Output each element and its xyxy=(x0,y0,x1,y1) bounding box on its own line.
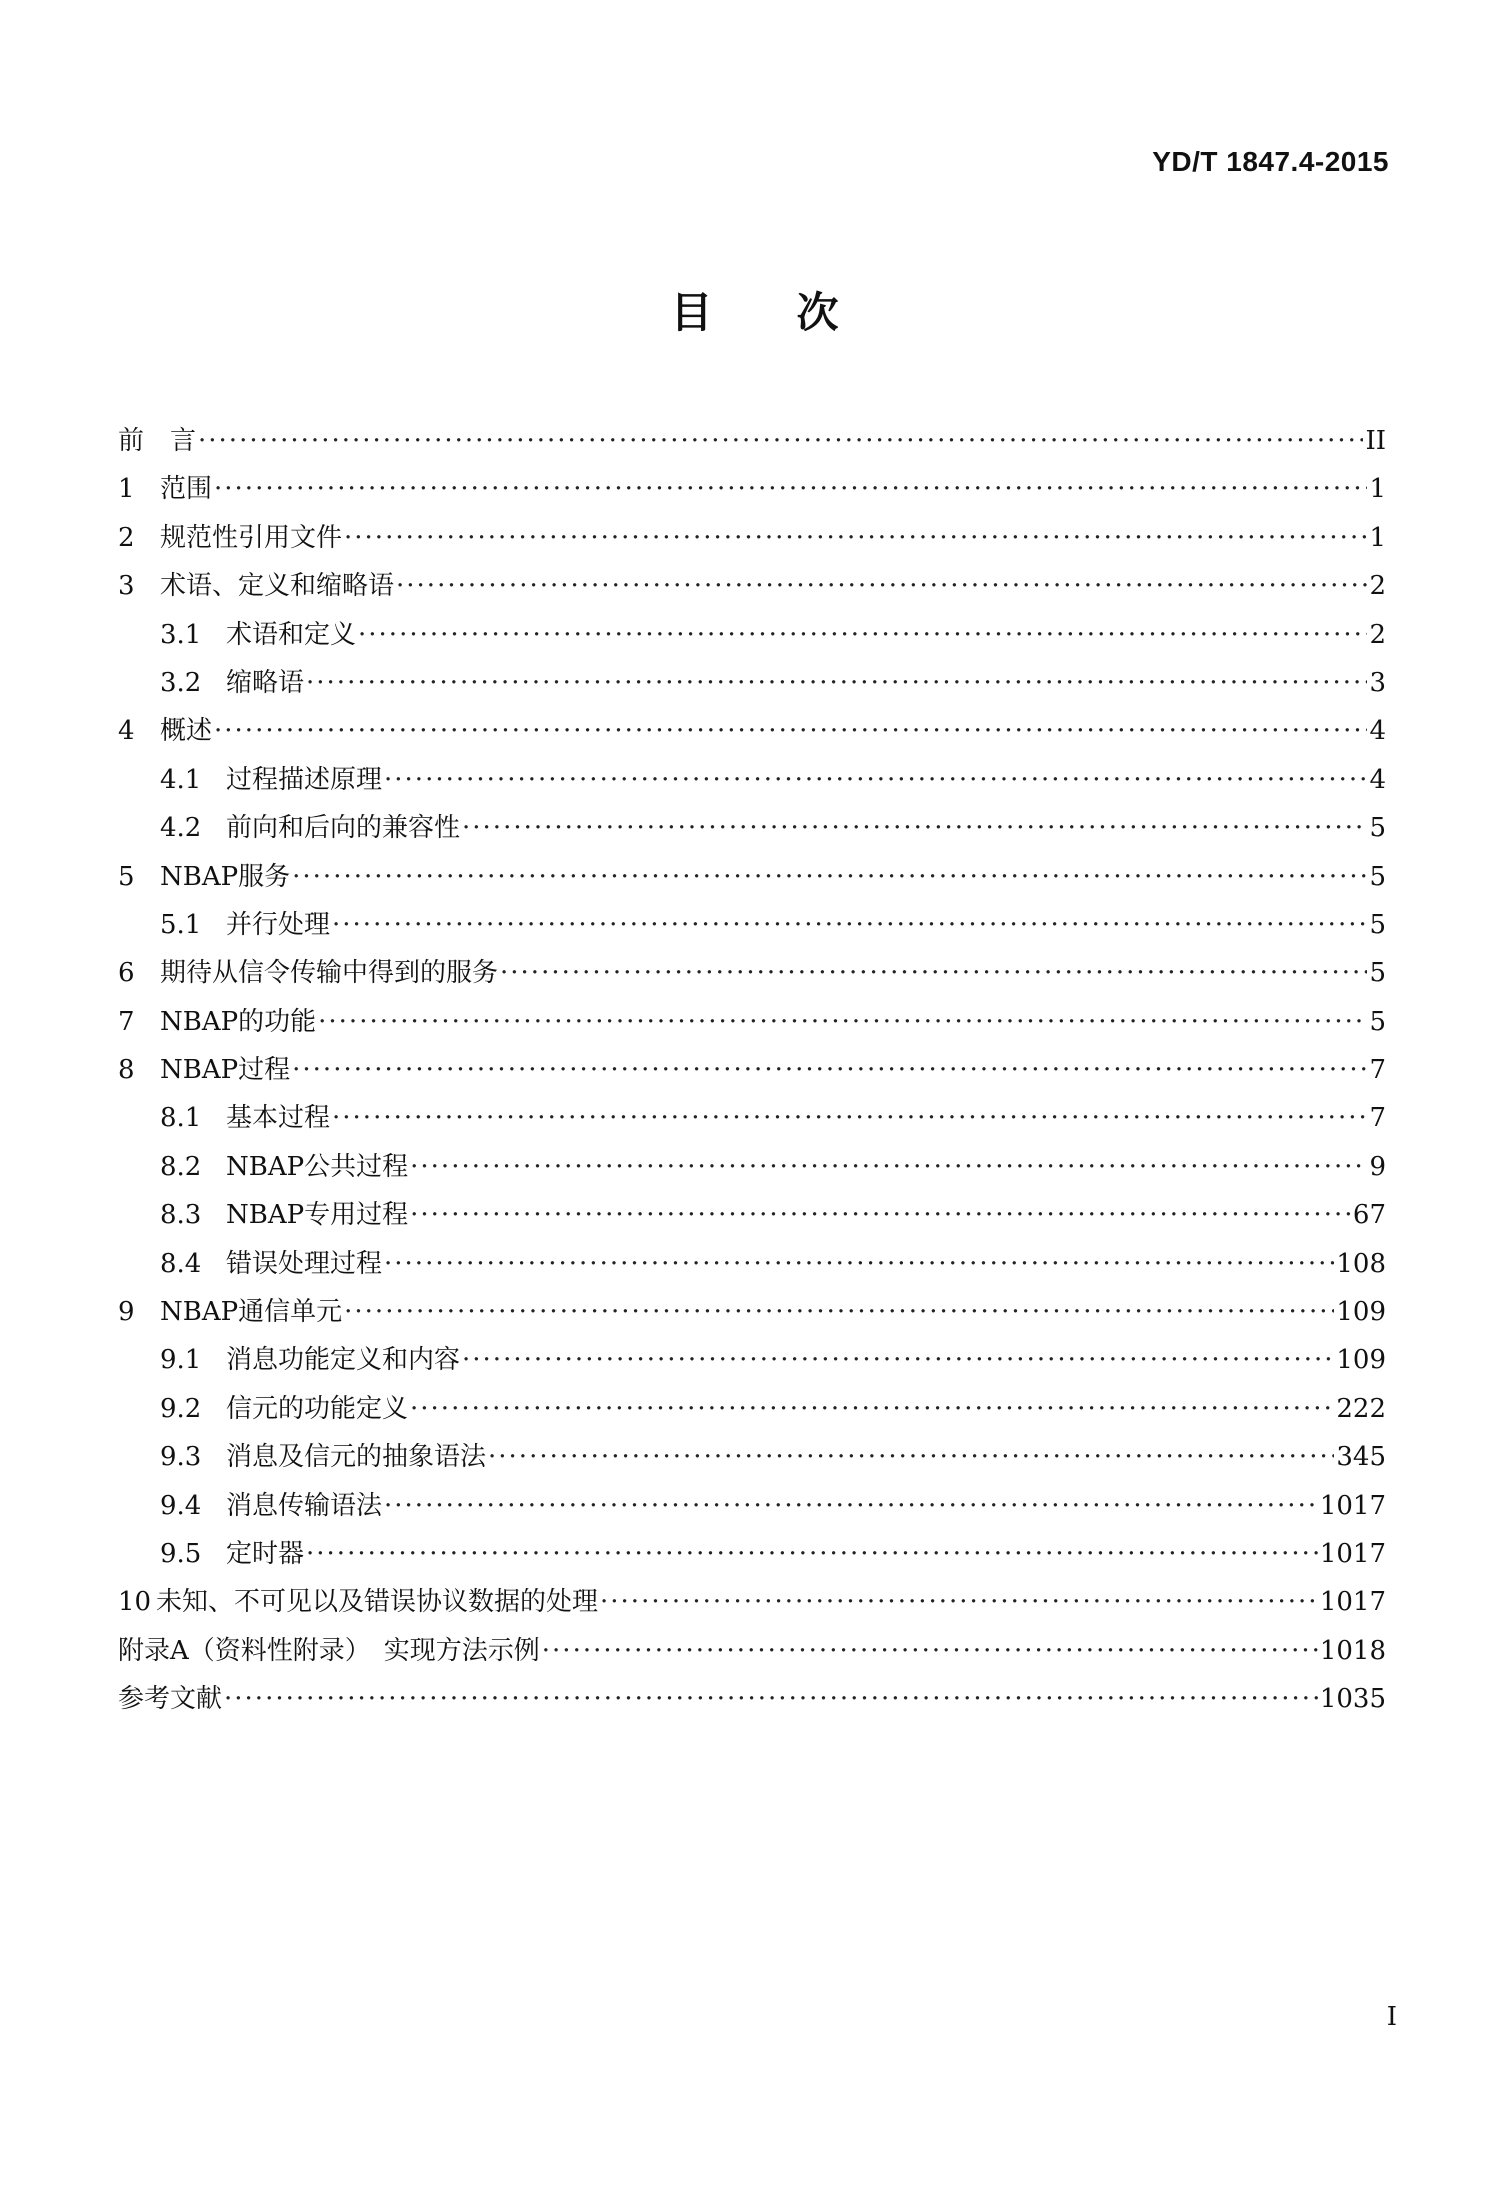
toc-entry[interactable] xyxy=(118,1243,1386,1291)
toc-entry-number: 5 xyxy=(118,861,135,892)
toc-entry[interactable] xyxy=(118,904,1386,952)
toc-entry-label: 消息功能定义和内容 xyxy=(226,1345,461,1376)
toc-entry-label: 信元的功能定义 xyxy=(226,1393,409,1424)
toc-leader-dots xyxy=(214,716,1367,746)
toc-entry-label: 附录A（资料性附录） 实现方法示例 xyxy=(118,1635,540,1666)
toc-leader-dots xyxy=(224,1684,1318,1714)
toc-entry-page: 2 xyxy=(1369,571,1386,602)
toc-entry-label: 术语、定义和缩略语 xyxy=(160,571,395,602)
toc-entry[interactable] xyxy=(118,1485,1386,1533)
toc-leader-dots xyxy=(292,1055,1367,1085)
toc-leader-dots xyxy=(488,1442,1334,1472)
toc-leader-dots xyxy=(306,668,1367,698)
toc-entry-label: 过程描述原理 xyxy=(226,764,383,795)
toc-entry[interactable] xyxy=(118,565,1386,613)
toc-entry-label: 范围 xyxy=(160,474,213,505)
toc-entry-page: 4 xyxy=(1369,764,1386,795)
toc-entry-page: 1017 xyxy=(1319,1490,1386,1521)
toc-entry[interactable] xyxy=(118,1436,1386,1484)
toc-entry-number: 8.3 xyxy=(160,1200,202,1231)
toc-leader-dots xyxy=(410,1200,1351,1230)
toc-entry-number: 4 xyxy=(118,716,135,747)
toc-entry-number: 3 xyxy=(118,571,135,602)
toc-entry-page: 1035 xyxy=(1319,1684,1386,1715)
toc-entry[interactable] xyxy=(118,1581,1386,1629)
toc-entry[interactable] xyxy=(118,517,1386,565)
table-of-contents xyxy=(118,420,1386,1727)
toc-entry-page: 2 xyxy=(1369,619,1386,650)
toc-leader-dots xyxy=(344,1297,1334,1327)
toc-entry-label: 基本过程 xyxy=(226,1103,331,1134)
toc-leader-dots xyxy=(542,1636,1318,1666)
toc-entry-number: 9.3 xyxy=(160,1442,202,1473)
document-code: YD/T 1847.4-2015 xyxy=(1152,146,1389,177)
toc-entry[interactable] xyxy=(118,1194,1386,1242)
toc-entry-number: 9.5 xyxy=(160,1538,202,1569)
toc-entry[interactable] xyxy=(118,759,1386,807)
toc-entry[interactable] xyxy=(118,1630,1386,1678)
toc-entry-page: 222 xyxy=(1336,1393,1386,1424)
toc-entry-label: 术语和定义 xyxy=(226,619,357,650)
toc-entry-page: 5 xyxy=(1369,909,1386,940)
toc-entry[interactable] xyxy=(118,1533,1386,1581)
toc-entry-number: 3.2 xyxy=(160,667,202,698)
toc-leader-dots xyxy=(344,523,1367,553)
toc-entry-label: NBAP服务 xyxy=(160,861,291,892)
toc-entry-label: 错误处理过程 xyxy=(226,1248,383,1279)
toc-entry-page: 109 xyxy=(1336,1345,1386,1376)
toc-entry-number: 9.1 xyxy=(160,1345,202,1376)
toc-leader-dots xyxy=(198,426,1363,456)
toc-leader-dots xyxy=(600,1587,1318,1617)
toc-entry-label: NBAP通信单元 xyxy=(160,1297,343,1328)
toc-leader-dots xyxy=(292,862,1367,892)
toc-entry-number: 7 xyxy=(118,1006,135,1037)
toc-entry-page: 108 xyxy=(1336,1248,1386,1279)
toc-entry-number: 9 xyxy=(118,1297,135,1328)
toc-entry-page: 67 xyxy=(1352,1200,1386,1231)
toc-entry-number: 8 xyxy=(118,1055,135,1086)
toc-entry[interactable] xyxy=(118,1001,1386,1049)
toc-entry[interactable] xyxy=(118,420,1386,468)
toc-entry-page: 7 xyxy=(1369,1055,1386,1086)
toc-entry-label: NBAP专用过程 xyxy=(226,1200,409,1231)
toc-entry[interactable] xyxy=(118,1291,1386,1339)
toc-entry-label: 参考文献 xyxy=(118,1684,223,1715)
toc-entry[interactable] xyxy=(118,468,1386,516)
toc-entry-label: 前 言 xyxy=(118,426,197,456)
toc-entry-page: 1 xyxy=(1369,474,1386,505)
toc-entry-page: 9 xyxy=(1369,1151,1386,1182)
toc-entry-number: 8.1 xyxy=(160,1103,202,1134)
toc-entry-page: 1 xyxy=(1369,522,1386,553)
toc-entry-label: 规范性引用文件 xyxy=(160,522,343,553)
toc-leader-dots xyxy=(306,1539,1318,1569)
toc-entry-label: 概述 xyxy=(160,716,213,747)
toc-entry-number: 1 xyxy=(118,474,135,505)
toc-entry-number: 3.1 xyxy=(160,619,202,650)
toc-leader-dots xyxy=(318,1007,1367,1037)
toc-leader-dots xyxy=(384,1249,1334,1279)
toc-entry-number: 10 xyxy=(118,1587,152,1618)
toc-entry[interactable] xyxy=(118,1339,1386,1387)
toc-leader-dots xyxy=(410,1394,1334,1424)
toc-entry-label: 前向和后向的兼容性 xyxy=(226,813,461,844)
toc-entry-page: 345 xyxy=(1336,1442,1386,1473)
toc-entry-label: NBAP的功能 xyxy=(160,1006,317,1037)
toc-entry[interactable] xyxy=(118,662,1386,710)
toc-entry-page: 3 xyxy=(1369,667,1386,698)
toc-entry-number: 8.2 xyxy=(160,1151,202,1182)
toc-entry-page: 109 xyxy=(1336,1297,1386,1328)
toc-entry-number: 4.2 xyxy=(160,813,202,844)
toc-leader-dots xyxy=(410,1152,1367,1182)
toc-entry-label: 缩略语 xyxy=(226,667,305,698)
toc-entry-page: 5 xyxy=(1369,861,1386,892)
toc-entry-label: NBAP过程 xyxy=(160,1055,291,1086)
toc-entry-page: 1017 xyxy=(1319,1587,1386,1618)
toc-leader-dots xyxy=(214,474,1367,504)
toc-entry-page: 5 xyxy=(1369,1006,1386,1037)
toc-entry[interactable] xyxy=(118,1146,1386,1194)
toc-entry-label: 消息传输语法 xyxy=(226,1490,383,1521)
page-title: 目 次 xyxy=(670,288,839,337)
toc-entry[interactable] xyxy=(118,1678,1386,1726)
toc-entry[interactable] xyxy=(118,1049,1386,1097)
toc-leader-dots xyxy=(332,910,1367,940)
toc-entry[interactable] xyxy=(118,856,1386,904)
toc-entry-label: 期待从信令传输中得到的服务 xyxy=(160,958,499,989)
toc-entry-number: 8.4 xyxy=(160,1248,202,1279)
toc-entry[interactable] xyxy=(118,1097,1386,1145)
toc-entry-number: 4.1 xyxy=(160,764,202,795)
toc-leader-dots xyxy=(384,1491,1318,1521)
toc-entry-label: NBAP公共过程 xyxy=(226,1151,409,1182)
toc-entry[interactable] xyxy=(118,1388,1386,1436)
toc-entry-page: 1017 xyxy=(1319,1538,1386,1569)
toc-entry-number: 2 xyxy=(118,522,135,553)
toc-entry[interactable] xyxy=(118,614,1386,662)
toc-leader-dots xyxy=(500,958,1367,988)
toc-entry[interactable] xyxy=(118,807,1386,855)
toc-entry-page: 4 xyxy=(1369,716,1386,747)
toc-entry-label: 消息及信元的抽象语法 xyxy=(226,1442,487,1473)
toc-entry-page: 5 xyxy=(1369,813,1386,844)
toc-entry-label: 未知、不可见以及错误协议数据的处理 xyxy=(156,1587,599,1618)
toc-leader-dots xyxy=(384,765,1367,795)
toc-entry-number: 9.4 xyxy=(160,1490,202,1521)
toc-leader-dots xyxy=(358,620,1367,650)
toc-entry-number: 5.1 xyxy=(160,909,202,940)
toc-leader-dots xyxy=(462,1345,1334,1375)
toc-entry-page: II xyxy=(1365,426,1386,456)
toc-entry-page: 5 xyxy=(1369,958,1386,989)
toc-entry[interactable] xyxy=(118,710,1386,758)
toc-entry-number: 9.2 xyxy=(160,1393,202,1424)
toc-leader-dots xyxy=(332,1103,1367,1133)
toc-entry-label: 并行处理 xyxy=(226,909,331,940)
toc-leader-dots xyxy=(396,571,1367,601)
toc-entry-page: 1018 xyxy=(1319,1635,1386,1666)
toc-entry[interactable] xyxy=(118,952,1386,1000)
toc-leader-dots xyxy=(462,813,1367,843)
page-number: I xyxy=(1386,2002,1397,2032)
toc-entry-number: 6 xyxy=(118,958,135,989)
toc-entry-label: 定时器 xyxy=(226,1538,305,1569)
toc-entry-page: 7 xyxy=(1369,1103,1386,1134)
